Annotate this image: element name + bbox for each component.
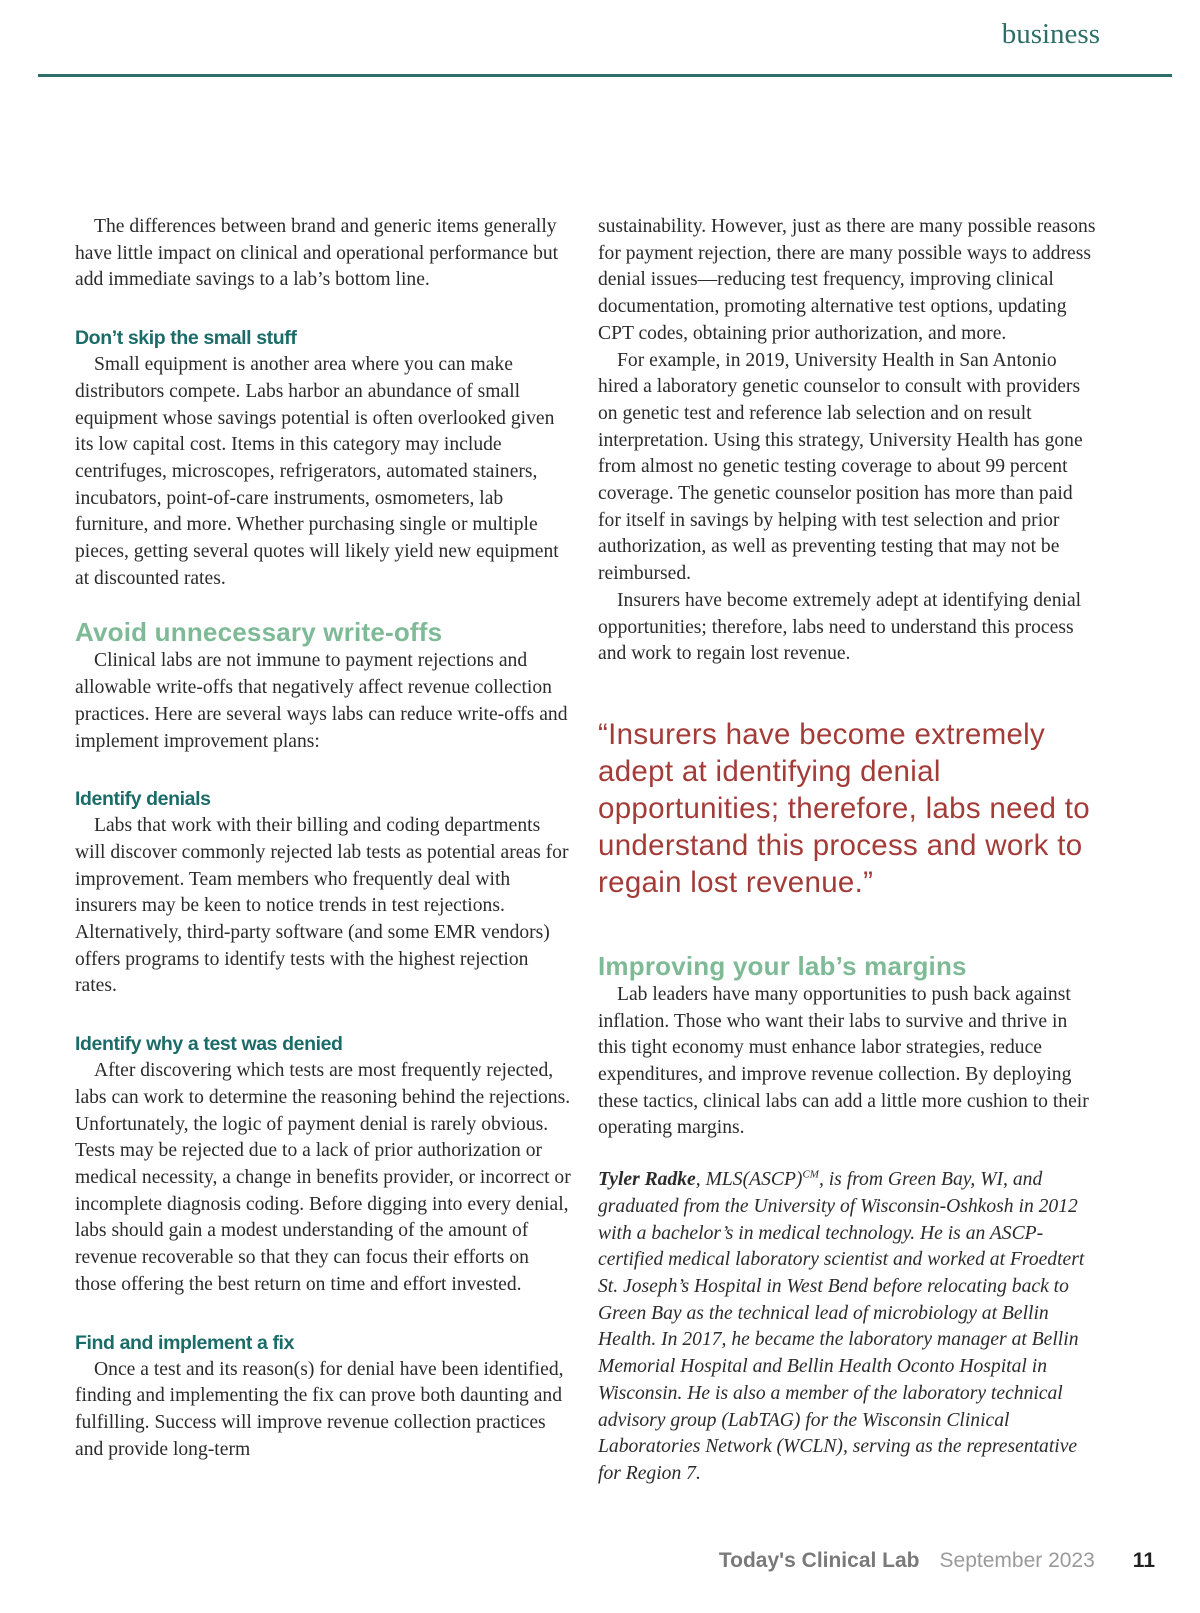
- author-name: Tyler Radke: [598, 1169, 696, 1191]
- author-bio: [598, 1167, 1096, 1487]
- page-number: 11: [1132, 1549, 1155, 1572]
- small-stuff-paragraph: Small equipment is another area where you can make distributors compete. Labs harbor an abundance of small equipment whose savings potential is often overlooked given its low capital cost. Items in this category may include centrifuges, microscopes, refrigerators, automated stainers, incubators, point-of-care instruments, osmometers, lab furniture, and more. Whether purchasing single or multiple pieces, getting several quotes will likely yield new equipment at discounted rates.: [75, 354, 559, 589]
- author-bio-text: , is from Green Bay, WI, and graduated from the University of Wisconsin-Oshkosh in 2012 with a bachelor’s in medical technology. He is an ASCP-certified medical laboratory scientist and worked at Froedtert St. Joseph’s Hospital in West Bend before relocating back to Green Bay as the technical lead of microbiology at Bellin Health. In 2017, he became the laboratory manager at Bellin Memorial Hospital and Bellin Health Oconto Hospital in Wisconsin. He is also a member of the laboratory technical advisory group (LabTAG) for the Wisconsin Clinical Laboratories Network (WCLN), serving as the representative for Region 7.: [598, 1169, 1085, 1484]
- left-column: [75, 214, 573, 1463]
- find-fix-paragraph: Once a test and its reason(s) for denial have been identified, finding and implementing the fix can prove both daunting and fulfilling. Success will improve revenue collection practices and provide long-term: [75, 1358, 564, 1460]
- margins-paragraph: Lab leaders have many opportunities to push back against inflation. Those who want their labs to survive and thrive in this tight economy must enhance labor strategies, reduce expenditures, and improve revenue collection. By deploying these tactics, clinical labs can add a little more cushion to their operating margins.: [598, 983, 1089, 1139]
- section-label: business: [1001, 18, 1100, 50]
- right-column: [598, 214, 1096, 1488]
- issue-date: September 2023: [939, 1549, 1095, 1572]
- intro-paragraph: The differences between brand and generic items generally have little impact on clinical and operational performance but add immediate savings to a lab’s bottom line.: [75, 216, 559, 291]
- why-denied-paragraph: After discovering which tests are most frequently rejected, labs can work to determine the reasoning behind the rejections. Unfortunately, the logic of payment denial is rarely obvious. Tests may be rejected due to a lack of prior authorization or medical necessity, a change in benefits provider, or incorrect or incomplete diagnosis coding. Before digging into every denial, labs should gain a modest understanding of the amount of revenue recoverable so that they can focus their efforts on those offering the best return on time and effort invested.: [75, 1060, 571, 1295]
- example-paragraph: For example, in 2019, University Health in San Antonio hired a laboratory genetic counselor to consult with providers on genetic test and reference lab selection and on result interpretation. Using this strategy, University Health has gone from almost no genetic testing coverage to about 99 percent coverage. The genetic counselor position has more than paid for itself in savings by helping with test selection and prior authorization, as well as preventing testing that may not be reimbursed.: [598, 349, 1083, 585]
- subheading-identify-denials: Identify denials: [75, 788, 211, 811]
- magazine-name: Today's Clinical Lab: [718, 1549, 920, 1572]
- insurers-paragraph: Insurers have become extremely adept at identifying denial opportunities; therefore, labs need to understand this process and work to regain lost revenue.: [598, 589, 1082, 665]
- header-divider: [38, 74, 1172, 77]
- heading-write-offs: Avoid unnecessary write-offs: [75, 617, 443, 648]
- heading-margins: Improving your lab’s margins: [598, 950, 967, 981]
- subheading-small-stuff: Don’t skip the small stuff: [75, 327, 297, 350]
- continued-paragraph: sustainability. However, just as there are many possible reasons for payment rejection, there are many possible ways to address denial issues—reducing test frequency, improving clinical documentation, promoting alternative test options, updating CPT codes, obtaining prior authorization, and more.: [598, 216, 1096, 344]
- subheading-find-fix: Find and implement a fix: [75, 1331, 295, 1354]
- subheading-why-denied: Identify why a test was denied: [75, 1033, 343, 1056]
- identify-denials-paragraph: Labs that work with their billing and coding departments will discover commonly rejected lab tests as potential areas for improvement. Team members who frequently deal with insurers may be keen to notice trends in test rejections. Alternatively, third-party software (and some EMR vendors) offers programs to identify tests with the highest rejection rates.: [75, 815, 569, 997]
- author-credential-sup: CM: [802, 1168, 819, 1181]
- write-offs-paragraph: Clinical labs are not immune to payment rejections and allowable write-offs that negatively affect revenue collection practices. Here are several ways labs can reduce write-offs and implement improvement plans:: [75, 650, 568, 752]
- author-credential: , MLS(ASCP): [695, 1169, 803, 1191]
- pull-quote: “Insurers have become extremely adept at identifying denial opportunities; therefore, labs need to understand this process and work to regain lost revenue.”: [598, 717, 1090, 899]
- page-footer: [719, 1549, 1155, 1573]
